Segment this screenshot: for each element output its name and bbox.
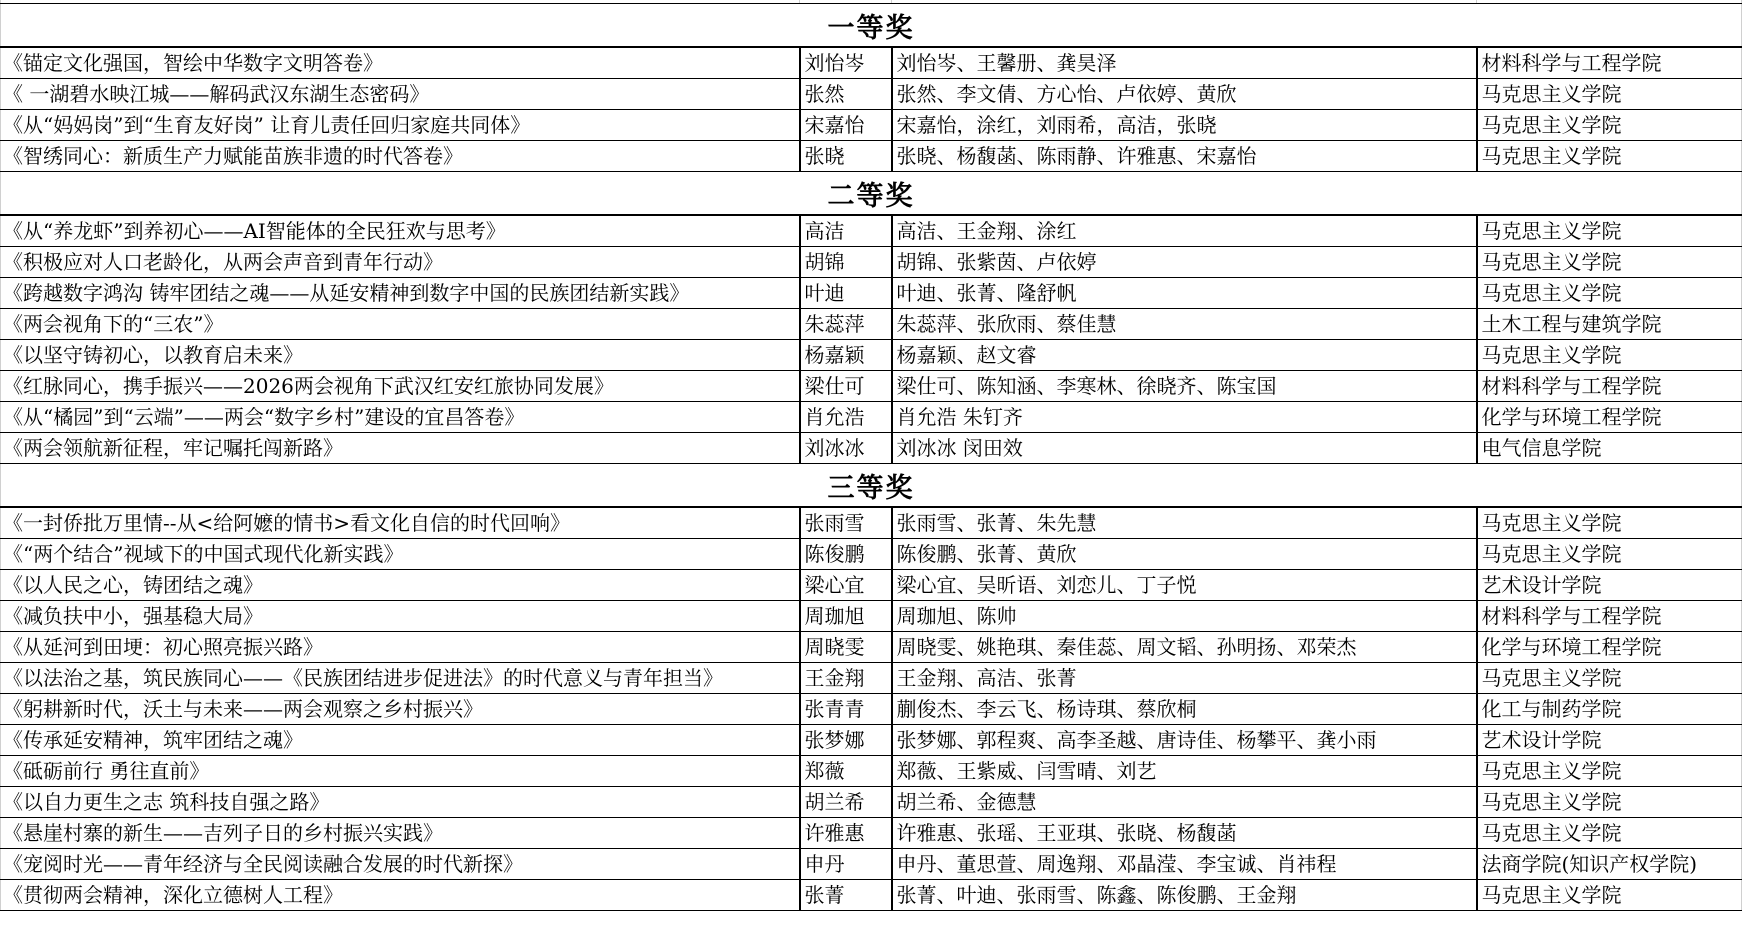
members-cell[interactable]: 蒯俊杰、李云飞、杨诗琪、蔡欣桐: [892, 694, 1477, 725]
members-cell[interactable]: 张晓、杨馥菡、陈雨静、许雅惠、宋嘉怡: [892, 141, 1477, 172]
leader-cell[interactable]: 胡兰希: [800, 787, 892, 818]
table-row: [1, 849, 1742, 880]
work-title-cell[interactable]: 《以坚守铸初心，以教育启未来》: [1, 340, 800, 371]
work-title-cell[interactable]: 《跨越数字鸿沟 铸牢团结之魂——从延安精神到数字中国的民族团结新实践》: [1, 278, 800, 309]
work-title-cell[interactable]: 《两会领航新征程，牢记嘱托闯新路》: [1, 433, 800, 464]
members-cell[interactable]: 叶迪、张菁、隆舒帆: [892, 278, 1477, 309]
table-row: [1, 725, 1742, 756]
table-row: [1, 278, 1742, 309]
leader-cell[interactable]: 胡锦: [800, 247, 892, 278]
leader-cell[interactable]: 肖允浩: [800, 402, 892, 433]
college-cell[interactable]: 材料科学与工程学院: [1477, 47, 1742, 79]
table-row: [1, 47, 1742, 79]
work-title-cell[interactable]: 《一封侨批万里情--从<给阿嬷的情书>看文化自信的时代回响》: [1, 507, 800, 539]
work-title-cell[interactable]: 《砥砺前行 勇往直前》: [1, 756, 800, 787]
work-title-cell[interactable]: 《智绣同心：新质生产力赋能苗族非遗的时代答卷》: [1, 141, 800, 172]
college-cell[interactable]: 化学与环境工程学院: [1477, 632, 1742, 663]
members-cell[interactable]: 高洁、王金翔、涂红: [892, 215, 1477, 247]
work-title-cell[interactable]: 《锚定文化强国，智绘中华数字文明答卷》: [1, 47, 800, 79]
work-title-cell[interactable]: 《从“橘园”到“云端”——两会“数字乡村”建设的宜昌答卷》: [1, 402, 800, 433]
leader-cell[interactable]: 叶迪: [800, 278, 892, 309]
award-section-header: [1, 464, 1742, 508]
leader-cell[interactable]: 周珈旭: [800, 601, 892, 632]
work-title-cell[interactable]: 《悬崖村寨的新生——吉列子日的乡村振兴实践》: [1, 818, 800, 849]
leader-cell[interactable]: 王金翔: [800, 663, 892, 694]
work-title-cell[interactable]: 《两会视角下的“三农”》: [1, 309, 800, 340]
college-cell[interactable]: 马克思主义学院: [1477, 756, 1742, 787]
college-cell[interactable]: 土木工程与建筑学院: [1477, 309, 1742, 340]
leader-cell[interactable]: 张晓: [800, 141, 892, 172]
college-cell[interactable]: 马克思主义学院: [1477, 141, 1742, 172]
table-row: [1, 601, 1742, 632]
table-row: [1, 663, 1742, 694]
college-cell[interactable]: 材料科学与工程学院: [1477, 601, 1742, 632]
college-cell[interactable]: 马克思主义学院: [1477, 507, 1742, 539]
members-cell[interactable]: 张梦娜、郭程爽、高李圣越、唐诗佳、杨攀平、龚小雨: [892, 725, 1477, 756]
members-cell[interactable]: 梁仕可、陈知涵、李寒林、徐晓齐、陈宝国: [892, 371, 1477, 402]
members-cell[interactable]: 张菁、叶迪、张雨雪、陈鑫、陈俊鹏、王金翔: [892, 880, 1477, 911]
work-title-cell[interactable]: 《以自力更生之志 筑科技自强之路》: [1, 787, 800, 818]
table-row: [1, 402, 1742, 433]
college-cell[interactable]: 电气信息学院: [1477, 433, 1742, 464]
award-level-title[interactable]: 二等奖: [1, 172, 1742, 216]
table-row: [1, 433, 1742, 464]
table-row: [1, 141, 1742, 172]
leader-cell[interactable]: 张雨雪: [800, 507, 892, 539]
work-title-cell[interactable]: 《减负扶中小，强基稳大局》: [1, 601, 800, 632]
leader-cell[interactable]: 郑薇: [800, 756, 892, 787]
work-title-cell[interactable]: 《红脉同心，携手振兴——2026两会视角下武汉红安红旅协同发展》: [1, 371, 800, 402]
leader-cell[interactable]: 朱蕊萍: [800, 309, 892, 340]
leader-cell[interactable]: 申丹: [800, 849, 892, 880]
members-cell[interactable]: 肖允浩 朱钉齐: [892, 402, 1477, 433]
college-cell[interactable]: 马克思主义学院: [1477, 663, 1742, 694]
members-cell[interactable]: 郑薇、王紫威、闫雪晴、刘艺: [892, 756, 1477, 787]
leader-cell[interactable]: 梁仕可: [800, 371, 892, 402]
table-row: [1, 110, 1742, 141]
members-cell[interactable]: 陈俊鹏、张菁、黄欣: [892, 539, 1477, 570]
members-cell[interactable]: 宋嘉怡，涂红，刘雨希，高洁，张晓: [892, 110, 1477, 141]
table-row: [1, 371, 1742, 402]
college-cell[interactable]: 马克思主义学院: [1477, 818, 1742, 849]
work-title-cell[interactable]: 《积极应对人口老龄化，从两会声音到青年行动》: [1, 247, 800, 278]
award-section-header: [1, 172, 1742, 216]
leader-cell[interactable]: 张梦娜: [800, 725, 892, 756]
college-cell[interactable]: 马克思主义学院: [1477, 110, 1742, 141]
awards-table-body: [1, 0, 1742, 911]
award-level-title[interactable]: 一等奖: [1, 4, 1742, 48]
leader-cell[interactable]: 周晓雯: [800, 632, 892, 663]
leader-cell[interactable]: 陈俊鹏: [800, 539, 892, 570]
leader-cell[interactable]: 梁心宜: [800, 570, 892, 601]
leader-cell[interactable]: 高洁: [800, 215, 892, 247]
work-title-cell[interactable]: 《从“养龙虾”到养初心——AI智能体的全民狂欢与思考》: [1, 215, 800, 247]
leader-cell[interactable]: 宋嘉怡: [800, 110, 892, 141]
members-cell[interactable]: 梁心宜、吴昕语、刘恋儿、丁子悦: [892, 570, 1477, 601]
work-title-cell[interactable]: 《宠阅时光——青年经济与全民阅读融合发展的时代新探》: [1, 849, 800, 880]
members-cell[interactable]: 刘怡岑、王馨册、龚昊泽: [892, 47, 1477, 79]
table-row: [1, 309, 1742, 340]
work-title-cell[interactable]: 《从延河到田埂：初心照亮振兴路》: [1, 632, 800, 663]
members-cell[interactable]: 刘冰冰 闵田效: [892, 433, 1477, 464]
college-cell[interactable]: 化工与制药学院: [1477, 694, 1742, 725]
college-cell[interactable]: 艺术设计学院: [1477, 725, 1742, 756]
leader-cell[interactable]: 刘怡岑: [800, 47, 892, 79]
work-title-cell[interactable]: 《从“妈妈岗”到“生育友好岗” 让育儿责任回归家庭共同体》: [1, 110, 800, 141]
members-cell[interactable]: 周珈旭、陈帅: [892, 601, 1477, 632]
college-cell[interactable]: 艺术设计学院: [1477, 570, 1742, 601]
members-cell[interactable]: 王金翔、高洁、张菁: [892, 663, 1477, 694]
college-cell[interactable]: 马克思主义学院: [1477, 539, 1742, 570]
leader-cell[interactable]: 张然: [800, 79, 892, 110]
table-row: [1, 756, 1742, 787]
table-row: [1, 247, 1742, 278]
table-row: [1, 215, 1742, 247]
table-row: [1, 539, 1742, 570]
members-cell[interactable]: 胡锦、张紫茵、卢依婷: [892, 247, 1477, 278]
members-cell[interactable]: 朱蕊萍、张欣雨、蔡佳慧: [892, 309, 1477, 340]
college-cell[interactable]: 马克思主义学院: [1477, 880, 1742, 911]
table-row: [1, 787, 1742, 818]
leader-cell[interactable]: 张青青: [800, 694, 892, 725]
work-title-cell[interactable]: 《以人民之心，铸团结之魂》: [1, 570, 800, 601]
table-row: [1, 570, 1742, 601]
table-row: [1, 694, 1742, 725]
table-row: [1, 79, 1742, 110]
members-cell[interactable]: 周晓雯、姚艳琪、秦佳蕊、周文韬、孙明扬、邓荣杰: [892, 632, 1477, 663]
table-row: [1, 507, 1742, 539]
table-row: [1, 880, 1742, 911]
members-cell[interactable]: 张雨雪、张菁、朱先慧: [892, 507, 1477, 539]
members-cell[interactable]: 胡兰希、金德慧: [892, 787, 1477, 818]
work-title-cell[interactable]: 《 一湖碧水映江城——解码武汉东湖生态密码》: [1, 79, 800, 110]
college-cell[interactable]: 马克思主义学院: [1477, 79, 1742, 110]
award-section-header: [1, 4, 1742, 48]
table-row: [1, 340, 1742, 371]
members-cell[interactable]: 张然、李文倩、方心怡、卢依婷、黄欣: [892, 79, 1477, 110]
college-cell[interactable]: 化学与环境工程学院: [1477, 402, 1742, 433]
college-cell[interactable]: 马克思主义学院: [1477, 278, 1742, 309]
work-title-cell[interactable]: 《“两个结合”视域下的中国式现代化新实践》: [1, 539, 800, 570]
college-cell[interactable]: 马克思主义学院: [1477, 215, 1742, 247]
leader-cell[interactable]: 刘冰冰: [800, 433, 892, 464]
leader-cell[interactable]: 许雅惠: [800, 818, 892, 849]
table-row: [1, 632, 1742, 663]
work-title-cell[interactable]: 《传承延安精神，筑牢团结之魂》: [1, 725, 800, 756]
table-row: [1, 818, 1742, 849]
work-title-cell[interactable]: 《贯彻两会精神，深化立德树人工程》: [1, 880, 800, 911]
award-level-title[interactable]: 三等奖: [1, 464, 1742, 508]
members-cell[interactable]: 申丹、董思萱、周逸翔、邓晶滢、李宝诚、肖祎程: [892, 849, 1477, 880]
college-cell[interactable]: 法商学院(知识产权学院): [1477, 849, 1742, 880]
leader-cell[interactable]: 杨嘉颖: [800, 340, 892, 371]
members-cell[interactable]: 杨嘉颖、赵文睿: [892, 340, 1477, 371]
college-cell[interactable]: 马克思主义学院: [1477, 340, 1742, 371]
leader-cell[interactable]: 张菁: [800, 880, 892, 911]
members-cell[interactable]: 许雅惠、张瑶、王亚琪、张晓、杨馥菡: [892, 818, 1477, 849]
work-title-cell[interactable]: 《以法治之基，筑民族同心——《民族团结进步促进法》的时代意义与青年担当》: [1, 663, 800, 694]
college-cell[interactable]: 材料科学与工程学院: [1477, 371, 1742, 402]
college-cell[interactable]: 马克思主义学院: [1477, 787, 1742, 818]
work-title-cell[interactable]: 《躬耕新时代，沃土与未来——两会观察之乡村振兴》: [1, 694, 800, 725]
college-cell[interactable]: 马克思主义学院: [1477, 247, 1742, 278]
